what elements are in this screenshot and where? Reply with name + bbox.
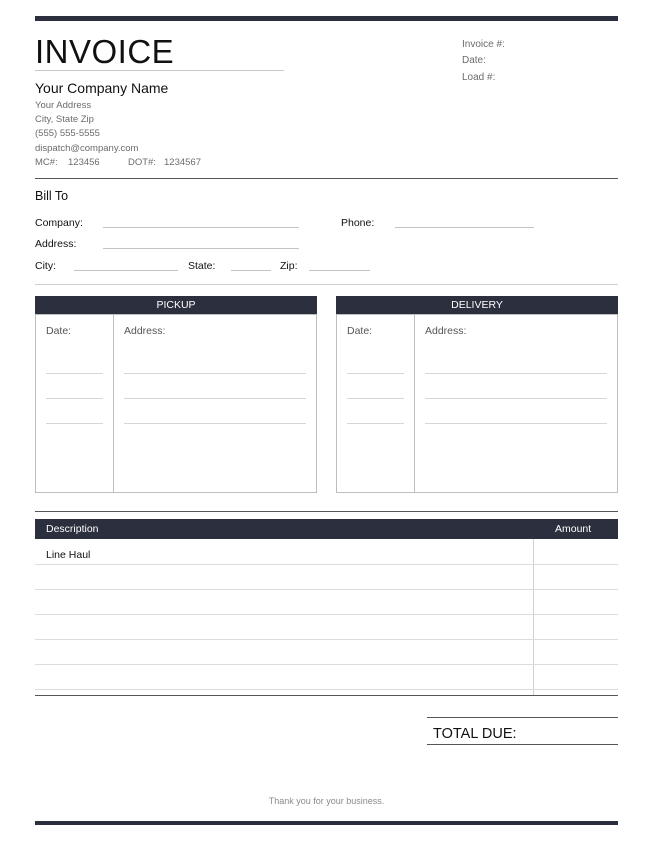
bill-zip-label: Zip:	[280, 260, 298, 272]
delivery-date-label: Date:	[347, 325, 373, 337]
load-number-label: Load #:	[462, 72, 496, 83]
table-row	[35, 664, 618, 665]
items-table-bottom	[35, 695, 618, 696]
pickup-date-line[interactable]	[46, 398, 103, 399]
total-bottom-rule	[427, 744, 618, 745]
company-address: Your Address	[35, 100, 92, 111]
dot-value: 1234567	[164, 157, 201, 168]
pickup-address-line[interactable]	[124, 398, 306, 399]
bill-state-field[interactable]	[231, 270, 271, 271]
total-due-label: TOTAL DUE:	[433, 726, 517, 742]
table-row	[35, 589, 618, 590]
table-row	[35, 689, 618, 690]
total-top-rule	[427, 717, 618, 718]
company-email: dispatch@company.com	[35, 143, 139, 154]
pickup-address-line[interactable]	[124, 423, 306, 424]
top-rule	[35, 16, 618, 21]
table-row	[35, 639, 618, 640]
pickup-date-line[interactable]	[46, 423, 103, 424]
bill-city-field[interactable]	[74, 270, 178, 271]
description-header: Description	[46, 523, 99, 535]
pickup-header: PICKUP	[35, 296, 317, 314]
pickup-address-line[interactable]	[124, 373, 306, 374]
table-row	[35, 564, 618, 565]
delivery-address-line[interactable]	[425, 373, 607, 374]
bill-company-label: Company:	[35, 217, 83, 229]
delivery-address-label: Address:	[425, 325, 467, 337]
bill-to-divider	[35, 284, 618, 285]
thank-you-note: Thank you for your business.	[268, 796, 385, 806]
mc-label: MC#:	[35, 157, 58, 168]
delivery-address-line[interactable]	[425, 423, 607, 424]
items-table-header	[35, 519, 618, 539]
bottom-rule	[35, 821, 618, 825]
delivery-date-line[interactable]	[347, 398, 404, 399]
table-row	[35, 614, 618, 615]
company-name: Your Company Name	[35, 80, 169, 96]
title-underline	[35, 70, 284, 71]
bill-phone-field[interactable]	[395, 227, 534, 228]
dot-label: DOT#:	[128, 157, 156, 168]
items-divider	[35, 511, 618, 512]
bill-state-label: State:	[188, 260, 216, 272]
delivery-date-line[interactable]	[347, 373, 404, 374]
bill-phone-label: Phone:	[341, 217, 375, 229]
company-phone: (555) 555-5555	[35, 128, 100, 139]
pickup-column-divider	[113, 314, 114, 493]
invoice-number-label: Invoice #:	[462, 39, 505, 50]
pickup-date-line[interactable]	[46, 373, 103, 374]
mc-value: 123456	[68, 157, 100, 168]
section-divider	[35, 178, 618, 179]
bill-city-label: City:	[35, 260, 56, 272]
amount-column-divider	[533, 539, 534, 695]
delivery-header: DELIVERY	[336, 296, 618, 314]
bill-address-field[interactable]	[103, 248, 299, 249]
amount-header: Amount	[555, 523, 592, 535]
pickup-box	[35, 314, 317, 493]
invoice-date-label: Date:	[462, 55, 486, 66]
delivery-date-line[interactable]	[347, 423, 404, 424]
delivery-address-line[interactable]	[425, 398, 607, 399]
bill-zip-field[interactable]	[309, 270, 370, 271]
bill-to-heading: Bill To	[35, 189, 69, 203]
bill-address-label: Address:	[35, 238, 77, 250]
delivery-column-divider	[414, 314, 415, 493]
line-item-description[interactable]: Line Haul	[46, 549, 91, 561]
pickup-date-label: Date:	[46, 325, 72, 337]
delivery-box	[336, 314, 618, 493]
company-city-state-zip: City, State Zip	[35, 114, 94, 125]
pickup-address-label: Address:	[124, 325, 166, 337]
bill-company-field[interactable]	[103, 227, 299, 228]
invoice-title: INVOICE	[35, 33, 175, 70]
